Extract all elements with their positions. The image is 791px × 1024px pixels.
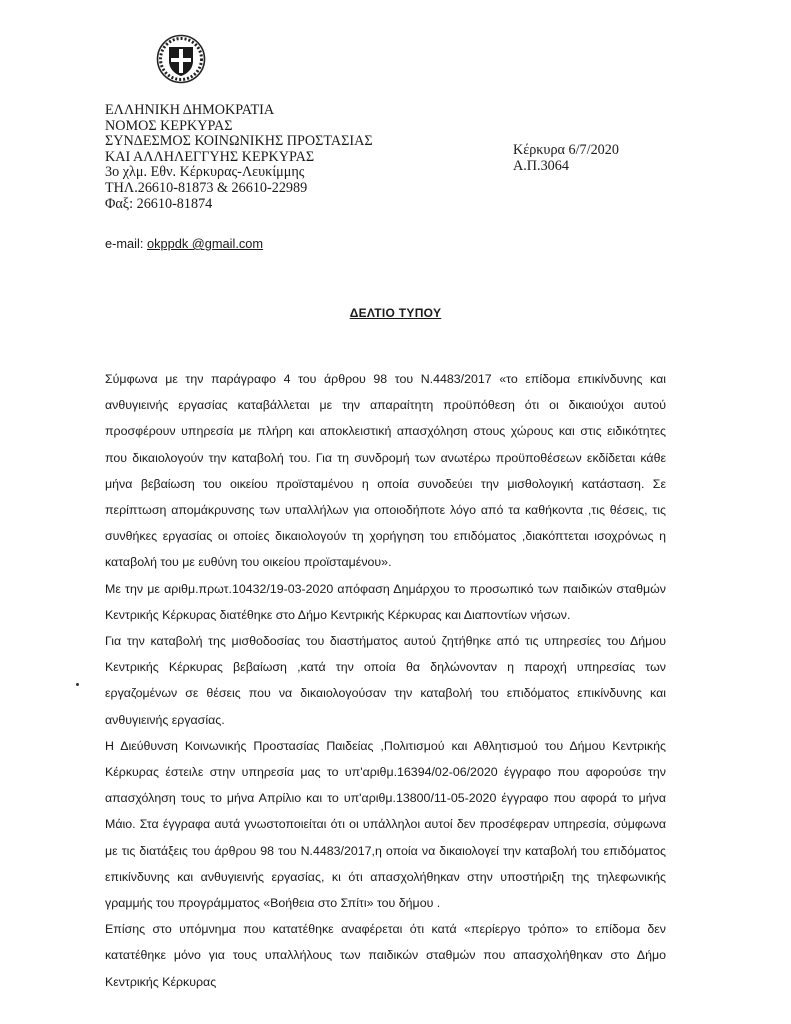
letterhead-line-republic: ΕΛΛΗΝΙΚΗ ΔΗΜΟΚΡΑΤΙΑ	[105, 102, 275, 118]
paragraph-directorate-letters: Η Διεύθυνση Κοινωνικής Προστασίας Παιδείας ,Πολιτισμού και Αθλητισμού του Δήμου Κεντρικής Κέρκυρας έστειλε στην υπηρεσία μας το υπ'αριθμ.16394/02-06/2020 έγγραφο που αφορούσε την απασχόληση τους το μήνα Απρίλιο και το υπ'αριθμ.13800/11-05-2020 έγγραφο που αφορά το μήνα Μάιο. Στα έγγραφα αυτά γνωστοποιείται ότι οι υπάλληλοι αυτοί δεν προσέφεραν υπηρεσία, σύμφωνα με τις διατάξεις του άρθρου 98 του Ν.4483/2017,η οποία να δικαιολογεί την καταβολή του επιδόματος επικίνδυνης και ανθυγιεινής εργασίας, κι ότι απασχολήθηκαν στην υποστήριξη της τηλεφωνικής γραμμής του προγράμματος «Βοήθεια στο Σπίτι» του δήμου .	[105, 738, 666, 911]
paragraph-memorandum: Επίσης στο υπόμνημα που κατατέθηκε αναφέρεται ότι κατά «περίεργο τρόπο» το επίδομα δεν κατατέθηκε μόνο για τους υπαλλήλους των παιδικών σταθμών που απασχολήθηκαν στο Δήμο Κεντρικής Κέρκυρας	[105, 922, 666, 989]
letterhead	[105, 103, 373, 212]
document-body	[105, 366, 666, 995]
letterhead-line-association-cont: ΚΑΙ ΑΛΛΗΛΕΓΓΥΗΣ ΚΕΡΚΥΡΑΣ	[105, 148, 315, 165]
letterhead-line-association: ΣΥΝΔΕΣΜΟΣ ΚΟΙΝΩΝΙΚΗΣ ΠΡΟΣΤΑΣΙΑΣ	[105, 133, 373, 150]
date-protocol-block	[513, 142, 619, 174]
scan-dot	[76, 683, 79, 686]
letterhead-line-phone: ΤΗΛ.26610-81873 & 26610-22989	[105, 179, 308, 196]
document-date: Κέρκυρα 6/7/2020	[513, 142, 619, 158]
email-link[interactable]: okppdk @gmail.com	[146, 236, 264, 251]
letterhead-line-address: 3ο χλμ. Εθν. Κέρκυρας-Λευκίμμης	[105, 164, 305, 181]
protocol-number: Α.Π.3064	[513, 158, 569, 174]
paragraph-mayor-decision: Με την με αριθμ.πρωτ.10432/19-03-2020 απόφαση Δημάρχου το προσωπικό των παιδικών σταθμών Κεντρικής Κέρκυρας διατέθηκε στο Δήμο Κεντρικής Κέρκυρας και Διαποντίων νήσων.	[105, 581, 666, 622]
letterhead-line-fax: Φαξ: 26610-81874	[105, 195, 213, 212]
letterhead-line-prefecture: ΝΟΜΟΣ ΚΕΡΚΥΡΑΣ	[105, 117, 233, 134]
paragraph-law-citation: Σύμφωνα με την παράγραφο 4 του άρθρου 98 του Ν.4483/2017 «το επίδομα επικίνδυνης και ανθυγιεινής εργασίας καταβάλλεται με την απαραίτητη προϋπόθεση ότι οι δικαιούχοι αυτού προσφέρουν υπηρεσία με πλήρη και αποκλειστική απασχόληση στους χώρους και στις ειδικότητες που δικαιολογούν την καταβολή του. Για τη συνδρομή των ανωτέρω προϋποθέσεων εκδίδεται κάθε μήνα βεβαίωση του οικείου προϊσταμένου η οποία συνοδεύει την μισθολογική κατάσταση. Σε περίπτωση απομάκρυνσης των υπαλλήλων για οποιοδήποτε λόγο από τα καθήκοντα ,τις θέσεις, τις συνθήκες εργασίας οι οποίες δικαιολογούν τη χορήγηση του επιδόματος ,διακόπτεται ισοχρόνως η καταβολή του με ευθύνη του οικείου προϊσταμένου».	[105, 372, 666, 570]
document-title: ΔΕΛΤΙΟ ΤΥΠΟΥ	[349, 306, 442, 320]
paragraph-payroll-request: Για την καταβολή της μισθοδοσίας του διαστήματος αυτού ζητήθηκε από τις υπηρεσίες του Δήμου Κεντρικής Κέρκυρας βεβαίωση ,κατά την οποία θα δηλώνονταν η παροχή υπηρεσίας των εργαζομένων σε θέσεις που να δικαιολογούσαν την καταβολή του επιδόματος επικίνδυνης και ανθυγιεινής εργασίας.	[105, 634, 666, 727]
email-line	[105, 236, 263, 251]
coat-of-arms-icon	[156, 34, 206, 84]
email-label: e-mail:	[105, 236, 147, 251]
